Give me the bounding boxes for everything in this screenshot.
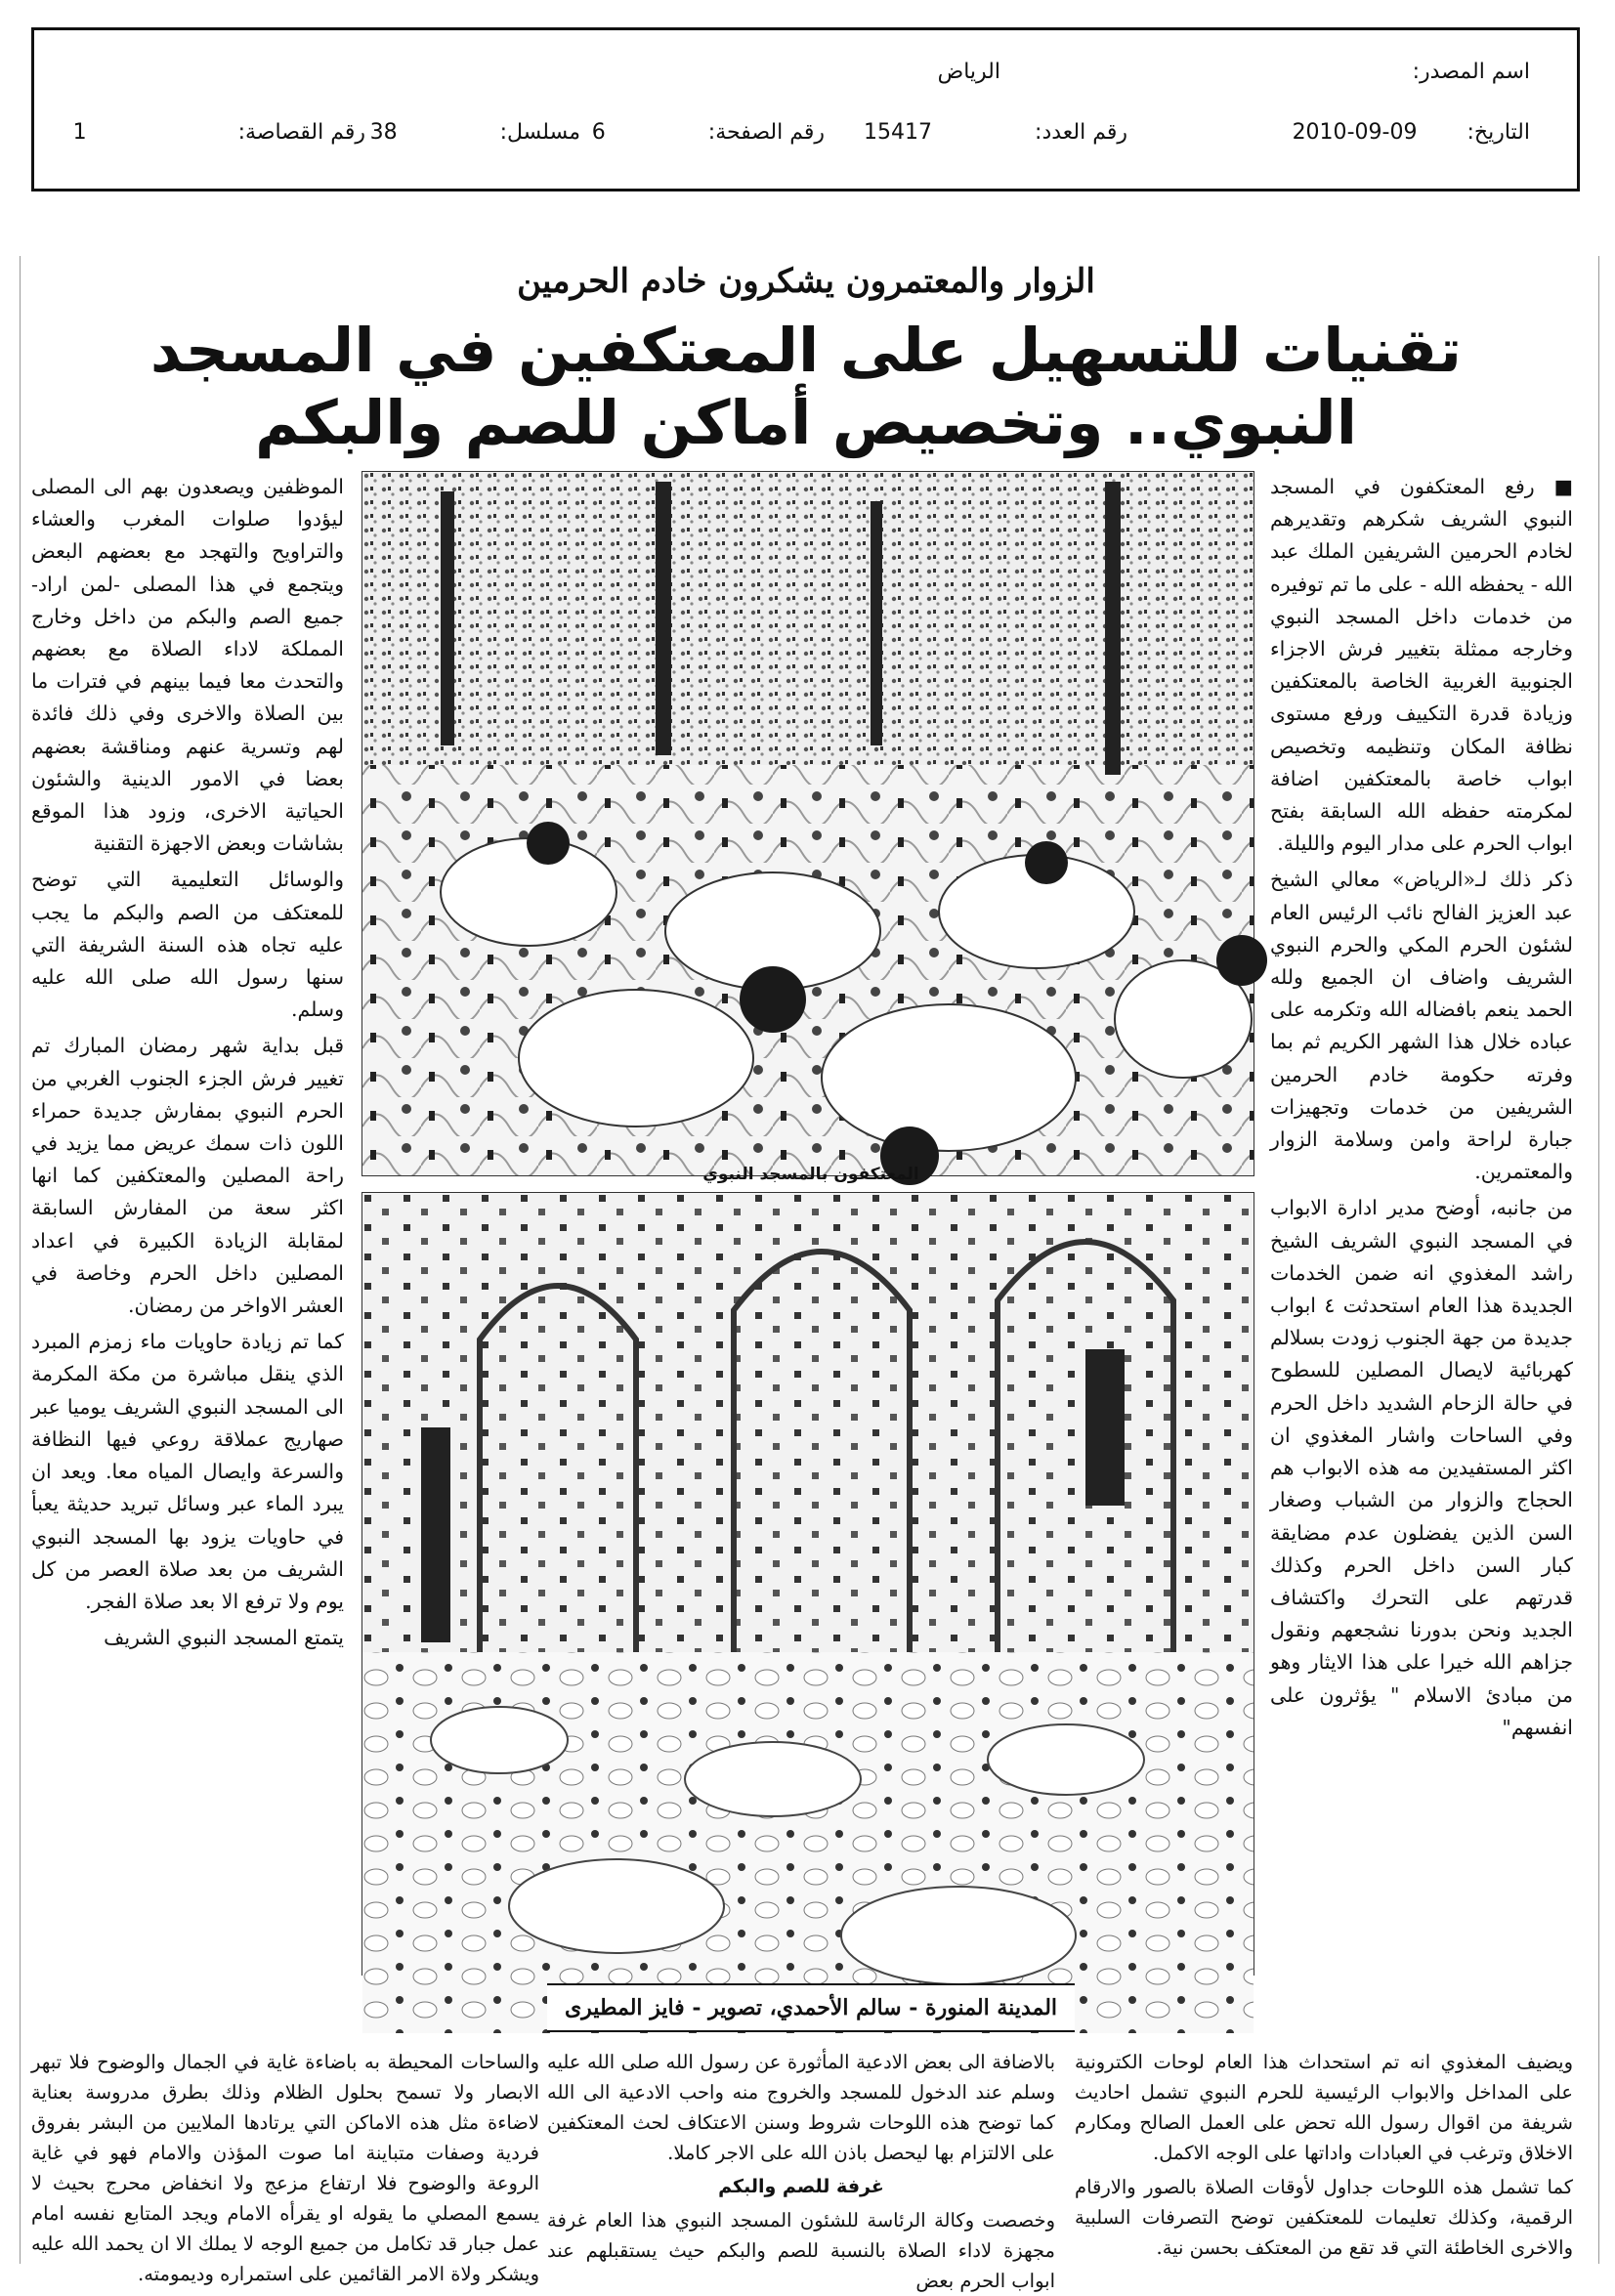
- page-value: 6: [591, 120, 606, 145]
- photo-image: [362, 472, 1254, 1175]
- issue-value: 15417: [864, 120, 933, 145]
- paragraph: قبل بداية شهر رمضان المبارك تم تغيير فرش الجزء الجنوب الغربي من الحرم النبوي بمفارش جديدة حمراء اللون ذات سمك عريض مما يزيد في راحة المصلين والمعتكفين كما انها اكثر سعة من المفارش السابقة لمقابلة الزيادة الكبيرة في اعداد المصلين داخل الحرم وخاصة في العشر الاواخر من رمضان.: [31, 1034, 344, 1318]
- photo-image: [362, 1193, 1254, 2033]
- serial-value: 38: [369, 120, 398, 145]
- article-headline: تقنيات للتسهيل على المعتكفين في المسجد النبوي.. وتخصيص أماكن للصم والبكم: [149, 315, 1463, 459]
- article-byline-credit-visible: المدينة المنورة - سالم الأحمدي، تصوير - فايز المطيرى: [547, 1983, 1075, 2032]
- column-bottom-left: [31, 2047, 539, 2285]
- photo-mosque-interior-with-columns: [361, 1192, 1254, 1976]
- clip-label: رقم القصاصة:: [237, 120, 365, 145]
- paragraph: كما تشمل هذه اللوحات جداول لأوقات الصلاة بالصور والارقام الرقمية، وكذلك تعليمات للمعتكفين توضح التصرفات السلبية والاخرى الخاطئة التي قد تقع من المعتكف بحسن نية.: [1075, 2176, 1573, 2259]
- source-field: [1413, 60, 1530, 84]
- date-label: التاريخ:: [1466, 120, 1530, 145]
- column-left: [31, 471, 344, 2034]
- source-value: الرياض: [937, 60, 1000, 84]
- serial-field: [370, 120, 580, 145]
- page-field: [592, 120, 825, 145]
- page-label: رقم الصفحة:: [707, 120, 825, 145]
- paragraph: ويضيف المغذوي انه تم استحداث هذا العام لوحات الكترونية على المداخل والابواب الرئيسية للحرم النبوي تشمل احاديث شريفة من اقوال رسول الله تحض على العمل الصالح ومكارم الاخلاق وترغب في العبادات واداتها على الوجه الاكمل.: [1075, 2051, 1573, 2164]
- column-bottom-right: [1075, 2047, 1573, 2267]
- paragraph: بالاضافة الى بعض الادعية المأثورة عن رسول الله صلى الله عليه وسلم عند الدخول للمسجد والخروج منه واحب الادعية الى الله كما توضح هذه اللوحات شروط وسنن الاعتكاف لحث المعتكفين على الالتزام بها ليحصل باذن الله على الاجر كاملا.: [547, 2051, 1055, 2164]
- article-kicker: الزوار والمعتمرون يشكرون خادم الحرمين: [517, 262, 1095, 301]
- photo1-caption: المعتكفون بالمسجد النبوي: [702, 1165, 919, 1184]
- date-field: [1293, 120, 1530, 145]
- paragraph: والساحات المحيطة به باضاءة غاية في الجمال والوضوح فلا تبهر الابصار ولا تسمح بحلول الظلام وذلك بطرق مدروسة بعناية لاضاءة مثل هذه الاماكن التي يرتادها الملايين من البشر بفروق فردية وصفات متباينة اما صوت المؤذن والامام فهو في غاية الروعة والوضوح فلا ارتفاع مزعج ولا انخفاض محرج بحيث لا يسمع المصلي ما يقوله او يقرأه الامام ويجد المتابع نفسه امام عمل جبار قد تكامل من جميع الوجه لا يملك الا ان يحمد الله عليه ويشكر ولاة الامر القائمين على استمراره وديمومته.: [31, 2051, 539, 2285]
- paragraph: ذكر ذلك لـ«الرياض» معالي الشيخ عبد العزيز الفالح نائب الرئيس العام لشئون الحرم المكي والحرم النبوي الشريف واضاف ان الجميع ولله الحمد ينعم بافضاله الله وتكرمه على عباده خلال هذا الشهر الكريم ثم بما وفرته حكومة خادم الحرمين الشريفين من خدمات وتجهيزات جبارة لراحة وامن وسلامة الزوار والمعتمرين.: [1270, 868, 1573, 1184]
- issue-label: رقم العدد:: [1035, 120, 1127, 145]
- column-bottom-middle: [547, 2047, 1055, 2292]
- photo-worshippers-inside-mosque: [361, 471, 1254, 1176]
- paragraph: والوسائل التعليمية التي توضح للمعتكف من الصم والبكم ما يجب عليه تجاه هذه السنة الشريفة التي سنها رسول الله صلى الله عليه وسلم.: [31, 868, 344, 1022]
- clip-field: [73, 120, 365, 145]
- column-right: [1270, 471, 1573, 2034]
- paragraph: الموظفين ويصعدون بهم الى المصلى ليؤدوا صلوات المغرب والعشاء والتراويح والتهجد مع بعضهم البعض ويتجمع في هذا المصلى -لمن اراد- جميع الصم والبكم من داخل وخارج المملكة لاداء الصلاة مع بعضهم والتحدث معا فيما بينهم في فترات ما بين الصلاة والاخرى وفي ذلك فائدة لهم وتسرية عنهم ومناقشة بعضهم بعضا في الامور الدينية والشئون الحياتية الاخرى، وزود هذا الموقع بشاشات وبعض الاجهزة التقنية: [31, 475, 344, 856]
- clipping-metadata-box: [31, 27, 1580, 191]
- paragraph: من جانبه، أوضح مدير ادارة الابواب في المسجد النبوي الشريف الشيخ راشد المغذوي انه ضمن الخدمات الجديدة هذا العام استحدثت ٤ ابواب جديدة من جهة الجنوب زودت بسلالم كهربائية لايصال المصلين للسطوح في حالة الزحام الشديد داخل الحرم وفي الساحات واشار المغذوي ان اكثر المستفيدين مه هذه الابواب هم الحجاج والزوار من الشباب وصغار السن الذين يفضلون عدم مضايقة كبار السن داخل الحرم وكذلك قدرتهم على التحرك واكتشاف الجديد ونحن بدورنا نشجعهم ونقول جزاهم الله خيرا على هذا الايثار وهو من مبادئ الاسلام " يؤثرون على انفسهم": [1270, 1196, 1573, 1739]
- paragraph: كما تم زيادة حاويات ماء زمزم المبرد الذي ينقل مباشرة من مكة المكرمة الى المسجد النبوي الشريف يوميا عبر صهاريج عملاقة روعي فيها النظافة والسرعة وايصال المياه معا. ويعد ان يبرد الماء عبر وسائل تبريد حديثة يعبأ في حاويات يزود بها المسجد النبوي الشريف من بعد صلاة العصر من كل يوم ولا ترفع الا بعد صلاة الفجر.: [31, 1330, 344, 1613]
- source-label: اسم المصدر:: [1412, 60, 1530, 84]
- date-value: 09-09-2010: [1292, 120, 1418, 145]
- serial-label: مسلسل:: [499, 120, 580, 145]
- subhead-deaf-mute-room: غرفة للصم والبكم: [718, 2176, 884, 2197]
- issue-field: [864, 120, 1127, 145]
- clip-value: 1: [72, 120, 87, 145]
- paragraph: وخصصت وكالة الرئاسة للشئون المسجد النبوي هذا العام غرفة مجهزة لاداء الصلاة بالنسبة للصم والبكم حيث يستقبلهم عند ابواب الحرم بعض: [547, 2209, 1055, 2292]
- paragraph: يتمتع المسجد النبوي الشريف: [104, 1626, 344, 1650]
- paragraph: ■ رفع المعتكفون في المسجد النبوي الشريف شكرهم وتقديرهم لخادم الحرمين الشريفين الملك عبد الله - يحفظه الله - على ما تم توفيره من خدمات داخل المسجد النبوي وخارجه ممثلة بتغيير فرش الاجزاء الجنوبية الغربية الخاصة بالمعتكفين وزيادة قدرة التكييف ورفع مستوى نظافة المكان وتنظيمه وتخصيص ابواب خاصة بالمعتكفين اضافة لمكرمته حفظه الله السابقة بفتح ابواب الحرم على مدار اليوم والليلة.: [1270, 475, 1573, 856]
